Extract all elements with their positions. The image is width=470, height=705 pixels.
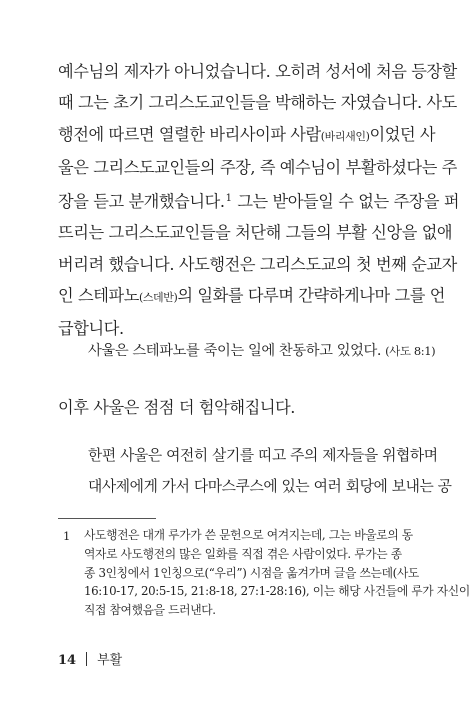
text-line: 대사제에게 가서 다마스쿠스에 있는 여러 회당에 보내는 공 [88,478,452,495]
text-line: 장을 듣고 분개했습니다.$^1$ 그는 받아들일 수 없는 주장을 퍼 [58,192,460,212]
text-line: 때 그는 초기 그리스도교인들을 박해하는 자였습니다. 사도 [58,93,457,113]
footnote-number: 1 [63,529,71,543]
footnote-line: 종 3인칭에서 1인칭으로(“우리”) 시점을 옮겨가며 글을 쓰는데(사도 [84,565,419,580]
text-line: 급합니다. [58,319,124,339]
footnote-line: 사도행전은 대개 루가가 쓴 문헌으로 여겨지는데, 그는 바울로의 동 [84,528,413,542]
block-quote-2 [88,440,452,502]
text-line: 버리려 했습니다. 사도행전은 그리스도교의 첫 번째 순교자 [58,254,457,274]
quote-text: 사울은 스테파노를 죽이는 일에 찬동하고 있었다. [88,343,382,359]
footnote-line: 16:10-17, 20:5-15, 21:8-18, 27:1-28:16), 이는 해당 사건들에 루가 자신이 [84,584,470,599]
footnote-line: 역자로 사도행전의 많은 일화를 직접 겪은 사람이었다. 루가는 종 [84,546,402,561]
gloss: (스데반) [138,291,178,305]
text-line: 예수님의 제자가 아니었습니다. 오히려 성서에 처음 등장할 [58,62,457,81]
footnote-divider [58,518,156,519]
footnote-marker[interactable]: 1 [225,193,232,205]
page-number: 14 [58,653,77,668]
text-line: 뜨리는 그리스도교인들을 처단해 그들의 부활 신앙을 없애 [58,223,453,243]
text-line: 한편 사울은 여전히 살기를 띠고 주의 제자들을 위협하며 [88,447,438,464]
text-line: 인 스테파노(스데반)의 일화를 다루며 간략하게나마 그를 언 [58,286,445,306]
footnote-text [84,526,470,620]
body-paragraph-2 [58,392,424,423]
footnote-line: 직접 참여했음을 드러낸다. [84,603,216,618]
body-paragraph-1 [58,56,460,345]
block-quote-1 [88,340,436,360]
text-line: 울은 그리스도교인들의 주장, 즉 예수님이 부활하셨다는 주 [58,157,457,177]
gloss: (바리새인) [320,129,370,143]
scripture-reference: (사도 8:1) [385,344,436,358]
footer-separator [86,652,87,666]
text-line: 이후 사울은 점점 더 험악해집니다. [58,398,296,417]
page-footer [58,649,122,668]
text-line: 행전에 따르면 열렬한 바리사이파 사람(바리새인)이었던 사 [58,124,436,144]
running-title: 부활 [97,653,123,668]
